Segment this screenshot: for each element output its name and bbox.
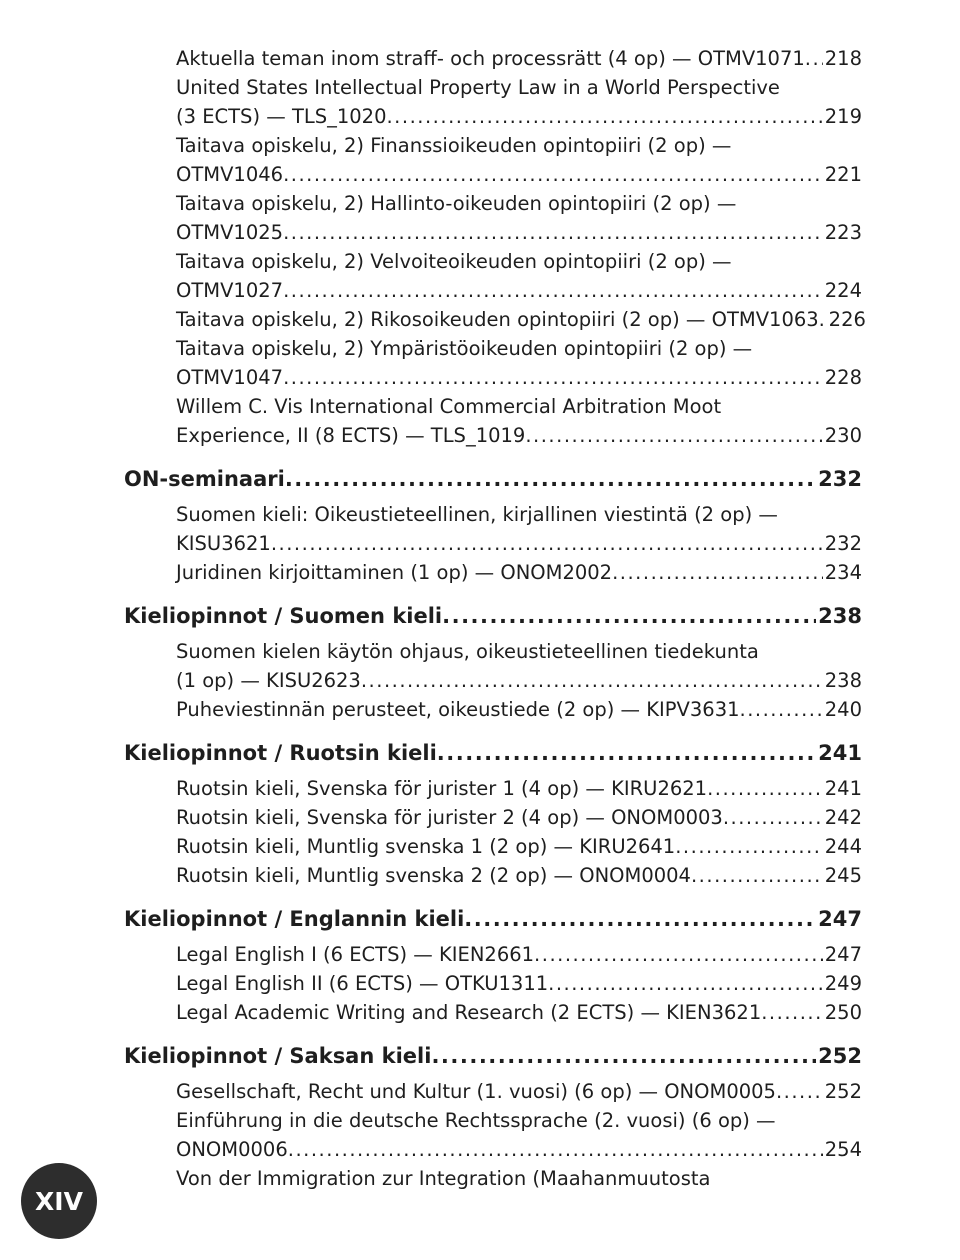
toc-entry-title-line: Taitava opiskelu, 2) Velvoiteoikeuden opintopiiri (2 op) — [176,250,732,273]
page-ref: 238 [818,604,862,628]
toc-entry [176,44,862,73]
page-ref: 228 [824,366,862,389]
dot-leader [431,1041,816,1071]
toc-entry [176,861,862,890]
toc-entry [176,1164,862,1193]
toc-entry [176,940,862,969]
page-ref: 250 [824,1001,862,1024]
toc-entry [176,803,862,832]
toc-entry-title: KISU3621 [176,532,271,555]
dot-leader [285,464,816,494]
dot-leader [776,1077,823,1106]
toc-entry-title: Experience, II (8 ECTS) — TLS_1019 [176,424,526,447]
toc-entry-title: ONOM0006 [176,1138,288,1161]
page-ref: 242 [824,806,862,829]
dot-leader [707,774,823,803]
toc-entry [176,73,862,131]
toc-entry-title: Ruotsin kieli, Svenska för jurister 2 (4 op) — ONOM0003 [176,806,723,829]
page-ref: 230 [824,424,862,447]
toc-entry-title: OTMV1046 [176,163,284,186]
toc-entry-title: Legal English II (6 ECTS) — OTKU1311 [176,972,549,995]
dot-leader [548,969,823,998]
toc-entry-title-line: United States Intellectual Property Law in a World Perspective [176,76,780,99]
dot-leader [805,44,823,73]
toc-entry [176,392,862,450]
page-ref: 254 [824,1138,862,1161]
toc-entry [176,774,862,803]
page-ref: 240 [824,698,862,721]
toc-section-heading [124,904,862,934]
toc-entry-title: Ruotsin kieli, Svenska för jurister 1 (4 op) — KIRU2621 [176,777,708,800]
page-ref: 226 [828,308,866,331]
toc-entry-title: Aktuella teman inom straff- och processrätt (4 op) — OTMV1071 [176,47,805,70]
toc-entry-title-line: Willem C. Vis International Commercial Arbitration Moot [176,395,722,418]
dot-leader [386,102,822,131]
toc-entry [176,1077,862,1106]
section-title: ON-seminaari [124,467,285,491]
dot-leader [283,218,823,247]
toc-entry-title: (1 op) — KISU2623 [176,669,361,692]
toc-section-heading [124,738,862,768]
toc-entry-title-line: Taitava opiskelu, 2) Finanssioikeuden opintopiiri (2 op) — [176,134,732,157]
dot-leader [283,276,823,305]
page-ref: 241 [818,741,862,765]
toc-entry-title: Von der Immigration zur Integration (Maahanmuutosta [176,1167,711,1190]
toc-entry [176,695,862,724]
section-title: Kieliopinnot / Ruotsin kieli [124,741,437,765]
page-ref: 252 [818,1044,862,1068]
dot-leader [675,832,823,861]
page-ref: 247 [824,943,862,966]
dot-leader [525,421,822,450]
toc-section-heading [124,464,862,494]
toc-entry-title-line: Taitava opiskelu, 2) Ympäristöoikeuden opintopiiri (2 op) — [176,337,753,360]
toc-entry-title: OTMV1047 [176,366,284,389]
page-ref: 224 [824,279,862,302]
toc-entry-title: OTMV1025 [176,221,284,244]
page-ref: 238 [824,669,862,692]
page-ref: 232 [824,532,862,555]
toc-entry [176,247,862,305]
toc-entry [176,637,862,695]
dot-leader [691,861,823,890]
dot-leader [283,363,823,392]
page-ref: 245 [824,864,862,887]
toc-entry [176,969,862,998]
section-title: Kieliopinnot / Saksan kieli [124,1044,432,1068]
toc-entry [176,305,866,334]
dot-leader [612,558,823,587]
page-number-badge: XIV [21,1163,97,1239]
toc-entry [176,131,862,189]
dot-leader [464,904,816,934]
page-ref: 219 [824,105,862,128]
dot-leader [442,601,816,631]
toc-entry-title: Legal English I (6 ECTS) — KIEN2661 [176,943,535,966]
page-ref: 249 [824,972,862,995]
dot-leader [283,160,823,189]
toc-entry-title-line: Suomen kieli: Oikeustieteellinen, kirjallinen viestintä (2 op) — [176,503,778,526]
toc-entry [176,998,862,1027]
page-ref: 221 [824,163,862,186]
toc-entry-title: Taitava opiskelu, 2) Rikosoikeuden opintopiiri (2 op) — OTMV1063 [176,308,819,331]
dot-leader [761,998,823,1027]
dot-leader [740,695,823,724]
table-of-contents [124,44,866,1193]
toc-section-heading [124,601,862,631]
page-ref: 247 [818,907,862,931]
dot-leader [271,529,823,558]
dot-leader [534,940,823,969]
dot-leader [361,666,823,695]
section-title: Kieliopinnot / Suomen kieli [124,604,443,628]
page-ref: 234 [824,561,862,584]
page-ref: 241 [824,777,862,800]
toc-entry [176,832,862,861]
toc-entry [176,500,862,558]
toc-entry-title: Juridinen kirjoittaminen (1 op) — ONOM2002 [176,561,613,584]
dot-leader [437,738,816,768]
toc-entry-title: Ruotsin kieli, Muntlig svenska 2 (2 op) — ONOM0004 [176,864,691,887]
dot-leader [723,803,823,832]
toc-entry [176,189,862,247]
section-title: Kieliopinnot / Englannin kieli [124,907,465,931]
toc-entry-title: Puheviestinnän perusteet, oikeustiede (2 op) — KIPV3631 [176,698,740,721]
dot-leader [288,1135,823,1164]
toc-entry [176,1106,862,1164]
dot-leader [819,305,827,334]
page-ref: 223 [824,221,862,244]
toc-entry-title-line: Einführung in die deutsche Rechtssprache (2. vuosi) (6 op) — [176,1109,776,1132]
toc-entry-title-line: Suomen kielen käytön ohjaus, oikeustieteellinen tiedekunta [176,640,759,663]
toc-entry-title: OTMV1027 [176,279,284,302]
page-ref: 252 [824,1080,862,1103]
toc-entry-title: Legal Academic Writing and Research (2 ECTS) — KIEN3621 [176,1001,762,1024]
toc-entry [176,558,862,587]
toc-entry-title: Gesellschaft, Recht und Kultur (1. vuosi) (6 op) — ONOM0005 [176,1080,776,1103]
page-ref: 244 [824,835,862,858]
page-ref: 218 [824,47,862,70]
toc-entry-title: Ruotsin kieli, Muntlig svenska 1 (2 op) — KIRU2641 [176,835,676,858]
toc-entry-title: (3 ECTS) — TLS_1020 [176,105,387,128]
page-ref: 232 [818,467,862,491]
toc-entry [176,334,862,392]
toc-entry-title-line: Taitava opiskelu, 2) Hallinto-oikeuden opintopiiri (2 op) — [176,192,737,215]
toc-section-heading [124,1041,862,1071]
